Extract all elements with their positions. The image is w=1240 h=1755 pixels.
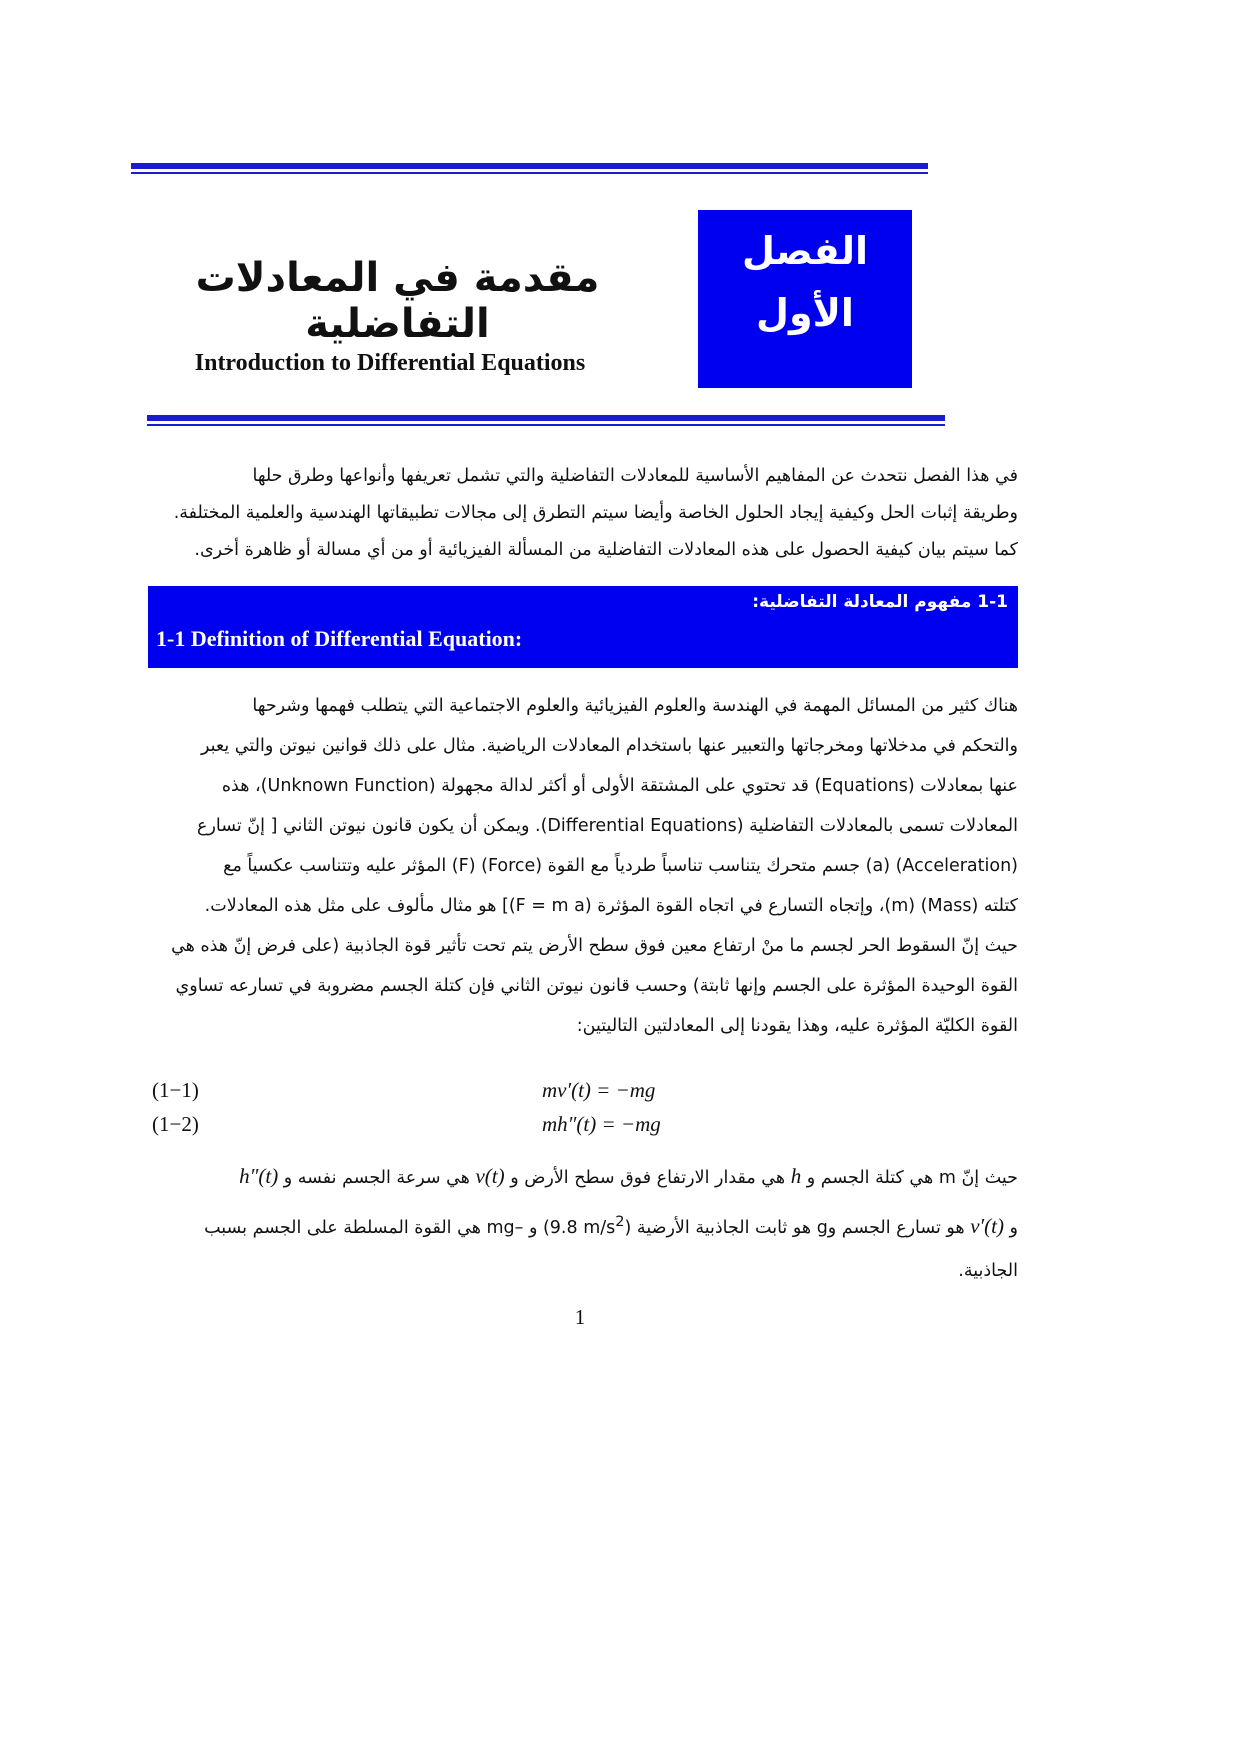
chapter-label-line2: الأول [756,291,854,335]
body-line: القوة الوحيدة المؤثرة على الجسم وإنها ثابتة) وحسب قانون نيوتن الثاني فإن كتلة الجسم مضروبة في تسارعه تساوي [175,976,1018,996]
variables-paragraph [148,1155,1018,1293]
section-header [148,586,1018,668]
variables-line [148,1200,1018,1250]
equation-1-2 [152,1112,1012,1146]
page-number: 1 [574,1305,586,1329]
body-paragraph [148,686,1018,1046]
chapter-title-arabic: مقدمة في المعادلات التفاضلية [195,255,600,347]
variables-text: و [1003,1217,1018,1238]
bottom-rule [147,415,945,426]
intro-line: في هذا الفصل نتحدث عن المفاهيم الأساسية للمعادلات التفاضلية والتي تشمل تعريفها وأنواعها وطرق حلها [252,466,1018,486]
math-symbol: v′(t) [970,1213,1004,1238]
top-rule [131,163,928,174]
body-line: حيث إنّ السقوط الحر لجسم ما منْ ارتفاع معين فوق سطح الأرض يتم تحت تأثير قوة الجاذبية (على فرض إنّ هذه هي [171,936,1018,956]
gravity-value [549,1213,625,1238]
variables-text: هي سرعة الجسم نفسه و [278,1168,476,1188]
variables-line [148,1155,1018,1200]
chapter-title-english: Introduction to Differential Equations [194,350,586,376]
chapter-label-box [698,210,912,388]
math-symbol: h″(t) [239,1164,279,1188]
body-line: عنها بمعادلات (Equations) قد تحتوي على المشتقة الأولى أو أكثر لدالة مجهولة (Unknown Function)، هذه [221,776,1018,796]
body-line: المعادلات تسمى بالمعادلات التفاضلية (Differential Equations). ويمكن أن يكون قانون نيوتن الثاني [ إنّ تسارع [197,816,1018,836]
variables-text: حيث إنّ m هي كتلة الجسم و [801,1168,1018,1188]
math-symbol: h [790,1164,802,1188]
equation-number: (1−2) [152,1112,199,1136]
variables-text: ) و –mg هي القوة المسلطة على الجسم بسبب [204,1217,550,1238]
equation-1-1 [152,1078,1012,1112]
equation-expression: mv′(t) = −mg [542,1078,656,1102]
intro-paragraph [148,458,1018,569]
body-line: (Acceleration) (a) جسم متحرك يتناسب تناسباً طردياً مع القوة (Force) (F) المؤثر عليه وتتناسب عكسياً مع [223,856,1018,876]
intro-line: وطريقة إثبات الحل وكيفية إيجاد الحلول الخاصة وأيضا سيتم التطرق إلى مجالات تطبيقاتها الهندسية والعلمية المختلفة. [173,503,1018,523]
chapter-label-line1: الفصل [741,229,868,273]
variables-line: الجاذبية. [958,1260,1018,1281]
variables-text: هو تسارع الجسم وg هو ثابت الجاذبية الأرضية ( [624,1217,971,1238]
equation-expression: mh″(t) = −mg [542,1112,661,1136]
body-line: هناك كثير من المسائل المهمة في الهندسة والعلوم الفيزيائية والعلوم الاجتماعية التي يتطلب فهمها وشرحها [252,696,1018,716]
gravity-value-exponent: 2 [615,1213,625,1230]
math-symbol: v(t) [475,1164,505,1188]
section-title-arabic: 1-1 مفهوم المعادلة التفاضلية: [752,592,1008,612]
section-title-english: 1-1 Definition of Differential Equation: [156,626,523,651]
variables-text: هي مقدار الارتفاع فوق سطح الأرض و [504,1168,791,1188]
body-line: والتحكم في مدخلاتها ومخرجاتها والتعبير عنها باستخدام المعادلات الرياضية. مثال على ذلك قوانين نيوتن والتي يعبر [201,736,1018,756]
body-line: القوة الكليّة المؤثرة عليه، وهذا يقودنا إلى المعادلتين التاليتين: [576,1016,1018,1036]
body-line: كتلته (Mass) (m)، وإتجاه التسارع في اتجاه القوة المؤثرة (F = m a)] هو مثال مألوف على مثل هذه المعادلات. [204,896,1018,916]
equation-number: (1−1) [152,1078,199,1102]
gravity-value-number: 9.8 m/s [549,1217,616,1238]
intro-line: كما سيتم بيان كيفية الحصول على هذه المعادلات التفاضلية من المسألة الفيزيائية أو من أي مسالة أو ظاهرة أخرى. [194,540,1018,560]
